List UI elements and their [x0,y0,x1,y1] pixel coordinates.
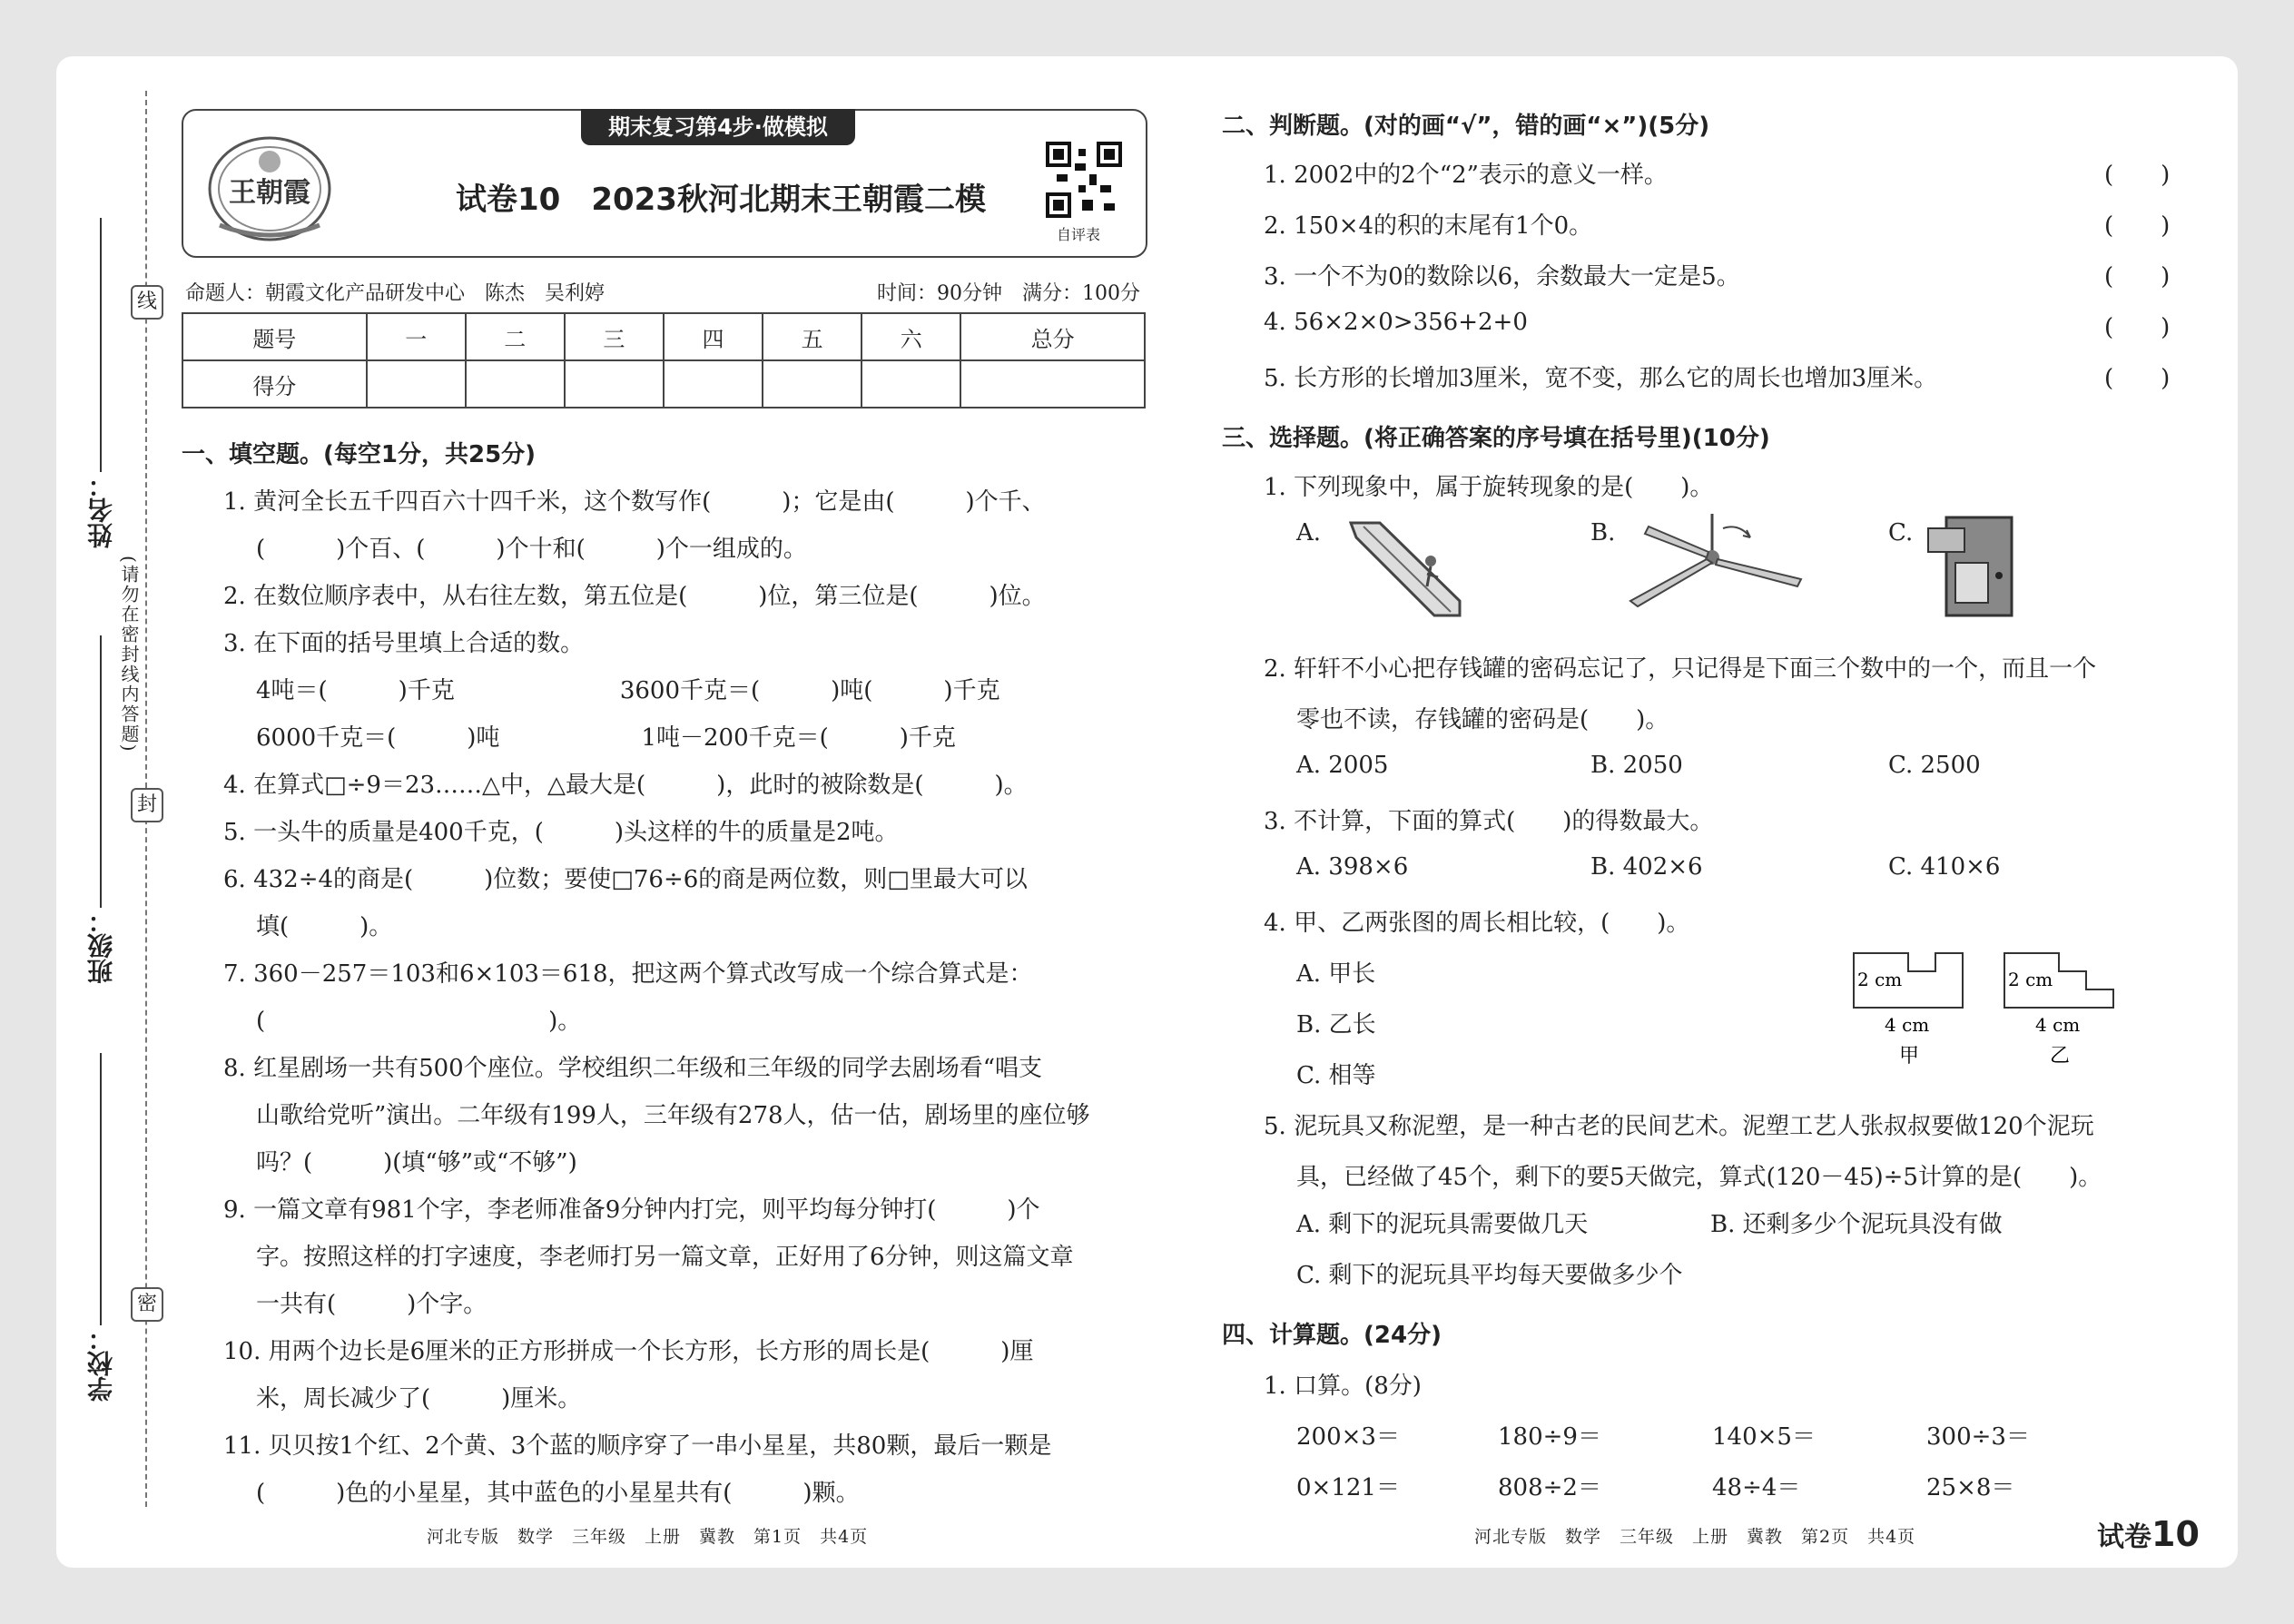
judge-question: 1. 2002中的2个“2”表示的意义一样。 [1264,162,1668,189]
option-label: B. [1590,519,1616,546]
exam-header [182,109,1147,258]
escalator-image [1344,514,1480,621]
qr-caption: 自评表 [1057,226,1101,243]
score-table [182,312,1146,408]
question-text: 一共有( )个字。 [256,1291,487,1318]
score-table-header: 一 [367,313,466,360]
exam-title: 试卷10 2023秋河北期末王朝霞二模 [456,182,986,218]
time-score-text: 时间：90分钟 满分：100分 [877,282,1140,305]
figure-yi-height-label: 2 cm [2008,969,2053,990]
figure-jia-height-label: 2 cm [1857,969,1903,990]
exam-tag-label: 试卷 [2097,1521,2151,1553]
oral-calc-item: 200×3＝ [1296,1423,1400,1451]
question-text: 1. 黄河全长五千四百六十四千米，这个数写作( )；它是由( )个千、 [223,488,1046,516]
name-label: 姓名： [86,472,116,548]
class-label: 班级： [86,908,116,984]
question-text: 7. 360－257＝103和6×103＝618，把这两个算式改写成一个综合算式是： [223,960,1033,988]
answer-parenthesis[interactable]: ( ) [2104,212,2171,240]
oral-calc-item: 808÷2＝ [1498,1474,1601,1501]
choice-question: 4. 甲、乙两张图的周长相比较，( )。 [1264,910,1690,937]
question-text: 6000千克＝( )吨 1吨－200千克＝( )千克 [256,724,956,752]
ceiling-fan-image [1625,510,1807,610]
score-cell[interactable] [861,360,960,408]
score-cell[interactable] [367,360,466,408]
question-text: 6. 432÷4的商是( )位数；要使□76÷6的商是两位数，则□里最大可以 [223,866,1028,893]
answer-parenthesis[interactable]: ( ) [2104,263,2171,290]
score-row-label: 得分 [182,360,367,408]
judge-question: 4. 56×2×0>356+2+0 [1264,309,1528,336]
option-label: C. [1888,519,1914,546]
brand-logo [202,127,338,245]
qr-code-icon[interactable] [1046,142,1122,218]
score-cell[interactable] [466,360,565,408]
figure-jia-label: 甲 [1899,1045,1920,1068]
answer-parenthesis[interactable]: ( ) [2104,314,2171,341]
option-label: C. 410×6 [1888,853,2001,881]
question-text: 吗？( )(填“够”或“不够”) [256,1149,577,1176]
choice-question: 1. 下列现象中，属于旋转现象的是( )。 [1264,474,1714,501]
score-cell[interactable] [664,360,763,408]
section-fill-blanks-title: 一、填空题。(每空1分，共25分) [182,441,537,468]
seal-mark-mi: 密 [131,1287,163,1322]
option-label: C. 2500 [1888,752,1981,779]
option-label: A. 398×6 [1296,853,1409,881]
judge-question: 2. 150×4的积的末尾有1个0。 [1264,212,1593,240]
option-label: A. [1296,519,1322,546]
score-table-header: 五 [763,313,861,360]
answer-parenthesis[interactable]: ( ) [2104,162,2171,189]
judge-question: 3. 一个不为0的数除以6，余数最大一定是5。 [1264,263,1740,290]
section-judge-title: 二、判断题。(对的画“√”，错的画“×”)(5分) [1222,113,1710,140]
question-text: 4. 在算式□÷9＝23……△中，△最大是( )，此时的被除数是( )。 [223,772,1028,799]
option-label: A. 剩下的泥玩具需要做几天 [1296,1211,1589,1238]
page-footer-left: 河北专版 数学 三年级 上册 冀教 第1页 共4页 [427,1527,869,1547]
step-banner: 期末复习第4步·做模拟 [581,109,855,145]
question-text: 5. 一头牛的质量是400千克，( )头这样的牛的质量是2吨。 [223,819,899,846]
seal-note: (请勿在密封线内答题) [118,556,140,753]
section-calc-title: 四、计算题。(24分) [1222,1322,1442,1349]
answer-parenthesis[interactable]: ( ) [2104,365,2171,392]
question-text: 3. 在下面的括号里填上合适的数。 [223,630,585,657]
option-label: A. 甲长 [1296,960,1376,988]
question-text: ( )色的小星星，其中蓝色的小星星共有( )颗。 [256,1480,860,1507]
question-text: 米，周长减少了( )厘米。 [256,1385,582,1412]
score-cell[interactable] [960,360,1145,408]
name-field[interactable] [100,218,102,472]
question-text: 山歌给党听”演出。二年级有199人，三年级有278人，估一估，剧场里的座位够 [256,1102,1090,1129]
question-text: 字。按照这样的打字速度，李老师打另一篇文章，正好用了6分钟，则这篇文章 [256,1244,1074,1271]
question-text: 11. 贝贝按1个红、2个黄、3个蓝的顺序穿了一串小星星，共80颗，最后一颗是 [223,1432,1052,1460]
score-table-header: 六 [861,313,960,360]
option-label: B. 2050 [1590,752,1683,779]
section-choice-title: 三、选择题。(将正确答案的序号填在括号里)(10分) [1222,425,1770,452]
oral-calc-item: 48÷4＝ [1712,1474,1801,1501]
exam-meta [185,278,1140,306]
exam-tag-number: 10 [2151,1514,2200,1554]
class-field[interactable] [100,635,102,908]
page-footer-right: 河北专版 数学 三年级 上册 冀教 第2页 共4页 [1474,1527,1916,1547]
perimeter-figures [1848,944,2121,1071]
oral-calc-item: 140×5＝ [1712,1423,1816,1451]
question-text: 4吨＝( )千克 3600千克＝( )吨( )千克 [256,677,1000,704]
oral-calc-item: 0×121＝ [1296,1474,1400,1501]
question-text: 10. 用两个边长是6厘米的正方形拼成一个长方形，长方形的周长是( )厘 [223,1338,1034,1365]
option-label: B. 乙长 [1296,1011,1376,1038]
choice-question: 5. 泥玩具又称泥塑，是一种古老的民间艺术。泥塑工艺人张叔叔要做120个泥玩 [1264,1113,2094,1140]
svg-text:王朝霞: 王朝霞 [229,177,310,209]
score-table-header-row [182,313,1145,360]
seal-mark-xian: 线 [131,285,163,320]
score-table-header: 三 [565,313,664,360]
question-text: ( )。 [256,1008,582,1035]
choice-question: 2. 轩轩不小心把存钱罐的密码忘记了，只记得是下面三个数中的一个，而且一个 [1264,655,2097,683]
choice-question: 3. 不计算，下面的算式( )的得数最大。 [1264,808,1714,835]
school-label: 学校： [86,1325,116,1402]
score-table-row [182,360,1145,408]
judge-question: 5. 长方形的长增加3厘米，宽不变，那么它的周长也增加3厘米。 [1264,365,1938,392]
question-text: 8. 红星剧场一共有500个座位。学校组织二年级和三年级的同学去剧场看“唱支 [223,1055,1042,1082]
figure-yi-width-label: 4 cm [2035,1014,2081,1036]
option-label: A. 2005 [1296,752,1389,779]
question-text: 2. 在数位顺序表中，从右往左数，第五位是( )位，第三位是( )位。 [223,583,1046,610]
score-table-header: 二 [466,313,565,360]
oral-calc-item: 180÷9＝ [1498,1423,1601,1451]
score-cell[interactable] [763,360,861,408]
figure-jia-width-label: 4 cm [1885,1014,1930,1036]
question-text: 9. 一篇文章有981个字，李老师准备9分钟内打完，则平均每分钟打( )个 [223,1196,1040,1224]
question-text: 填( )。 [256,913,393,940]
choice-question: 具，已经做了45个，剩下的要5天做完，算式(120－45)÷5计算的是( )。 [1296,1164,2102,1191]
oral-calc-item: 25×8＝ [1926,1474,2015,1501]
question-text: ( )个百、( )个十和( )个一组成的。 [256,536,807,563]
oral-calc-item: 300÷3＝ [1926,1423,2030,1451]
score-table-header: 四 [664,313,763,360]
score-cell[interactable] [565,360,664,408]
option-label: C. 相等 [1296,1062,1376,1089]
choice-question: 零也不读，存钱罐的密码是( )。 [1296,706,1669,733]
figure-yi-label: 乙 [2050,1045,2071,1068]
authors-text: 命题人：朝霞文化产品研发中心 陈杰 吴利婷 [185,282,605,305]
microwave-image [1921,512,2021,621]
option-label: B. 还剩多少个泥玩具没有做 [1710,1211,2003,1238]
score-table-header: 总分 [960,313,1145,360]
exam-number-tag [2097,1514,2200,1554]
school-field[interactable] [100,1053,102,1325]
seal-mark-feng: 封 [131,788,163,822]
score-table-header: 题号 [182,313,367,360]
option-label: C. 剩下的泥玩具平均每天要做多少个 [1296,1262,1683,1289]
option-label: B. 402×6 [1590,853,1703,881]
calc-subtitle: 1. 口算。(8分) [1264,1373,1422,1400]
